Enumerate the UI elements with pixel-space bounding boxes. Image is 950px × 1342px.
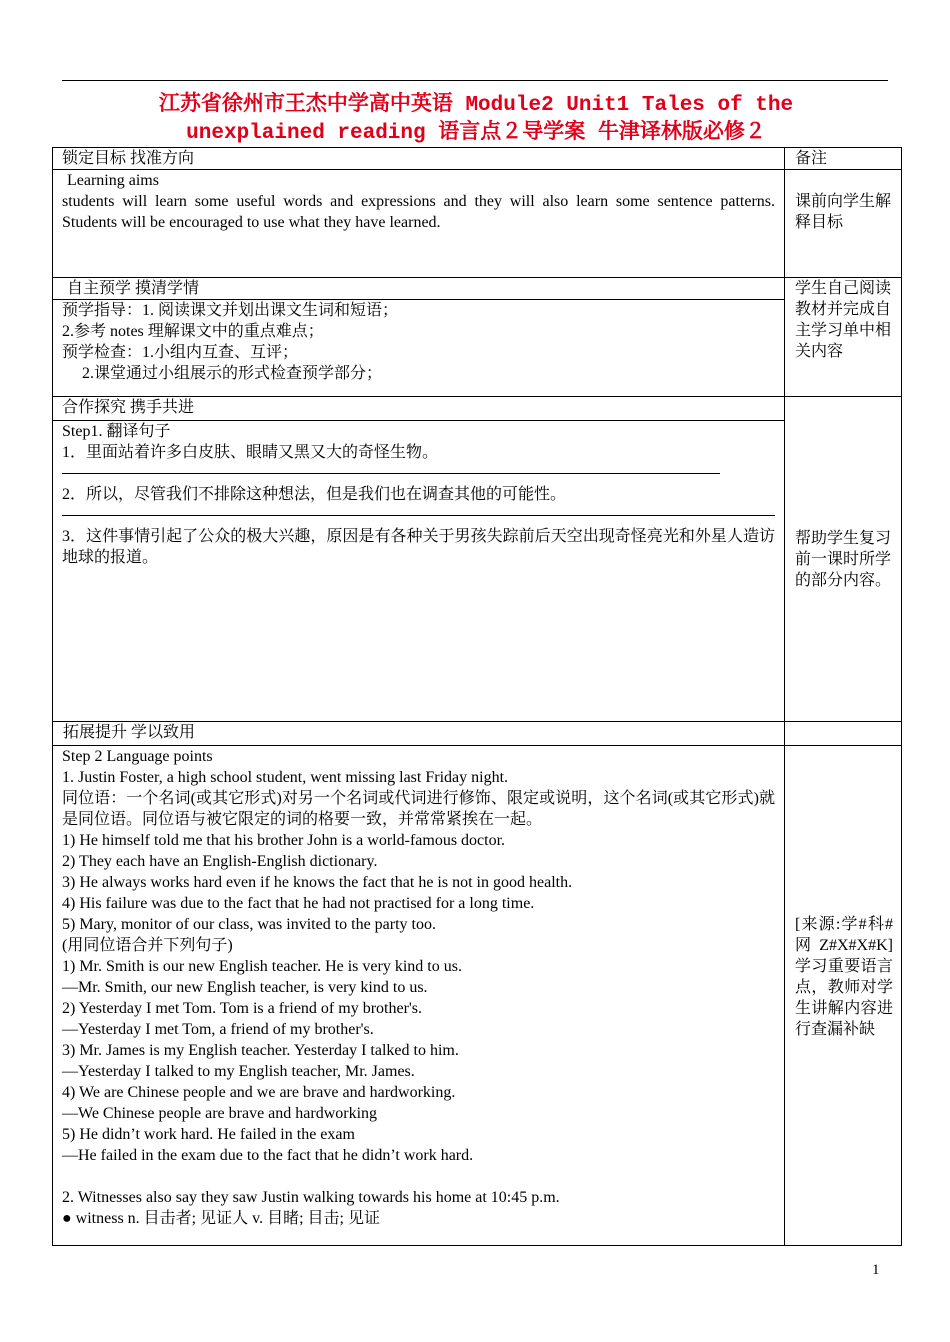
section3-note: 帮助学生复习前一课时所学的部分内容。 [785, 397, 902, 722]
section1-note-text: 课前向学生解释目标 [795, 193, 892, 231]
language-points-cell [53, 746, 785, 1246]
exercise-answer: —Mr. Smith, our new English teacher, is very kind to us. [62, 979, 428, 996]
section1-header-row [53, 148, 902, 170]
pre-study-line-4: 2.课堂通过小组展示的形式检查预学部分； [82, 365, 383, 382]
translation-item-3: 3．这件事情引起了公众的极大兴趣，原因是有各种关于男孩失踪前后天空出现奇怪亮光和外星人造访地球的报道。 [62, 528, 775, 566]
exercise-line: 4) We are Chinese people and we are brave and hardworking. [62, 1084, 456, 1101]
header-rule [62, 80, 888, 81]
section1-note [785, 170, 902, 278]
answer-line-1[interactable] [62, 463, 720, 474]
example-line: 2) They each have an English-English dictionary. [62, 853, 378, 870]
translation-item-2: 2．所以，尽管我们不排除这种想法，但是我们也在调查其他的可能性。 [62, 486, 567, 503]
learning-aims-label: Learning aims [67, 172, 159, 189]
example-line: 3) He always works hard even if he knows the fact that he is not in good health. [62, 874, 573, 891]
translation-cell [53, 421, 785, 722]
exercise-answer: —We Chinese people are brave and hardworking [62, 1105, 378, 1122]
translation-item-1: 1．里面站着许多白皮肤、眼睛又黑又大的奇怪生物。 [62, 444, 439, 461]
section2-header-row [53, 278, 902, 300]
exercise-instruction: (用同位语合并下列句子) [62, 937, 233, 954]
exercise-answer: —He failed in the exam due to the fact that he didn’t work hard. [62, 1147, 474, 1164]
title-line-2: unexplained reading 语言点２导学案 牛津译林版必修２ [186, 122, 766, 145]
page-number: 1 [872, 1262, 880, 1278]
exercise-line: 1) Mr. Smith is our new English teacher. He is very kind to us. [62, 958, 462, 975]
exercise-answer: —Yesterday I met Tom, a friend of my brother's. [62, 1021, 374, 1038]
example-line: 5) Mary, monitor of our class, was invited to the party too. [62, 916, 436, 933]
lesson-plan-table [52, 147, 902, 1246]
learning-aims-cell [53, 170, 785, 278]
section3-heading: 合作探究 携手共进 [53, 397, 785, 421]
section4-header-row [53, 722, 902, 746]
title-line-1: 江苏省徐州市王杰中学高中英语 Module2 Unit1 Tales of the [158, 94, 794, 117]
example-line: 1) He himself told me that his brother John is a world-famous doctor. [62, 832, 506, 849]
point-2-sentence: 2. Witnesses also say they saw Justin walking towards his home at 10:45 p.m. [62, 1189, 560, 1206]
answer-line-2[interactable] [62, 505, 775, 516]
witness-vocabulary: ● witness n. 目击者; 见证人 v. 目睹; 目击; 见证 [62, 1210, 380, 1227]
exercise-line: 3) Mr. James is my English teacher. Yesterday I talked to him. [62, 1042, 459, 1059]
appositive-definition: 同位语：一个名词(或其它形式)对另一个名词或代词进行修饰、限定或说明，这个名词(或其它形式)就是同位语。同位语与被它限定的词的格要一致，并常常紧挨在一起。 [62, 790, 775, 828]
exercise-answer: —Yesterday I talked to my English teacher, Mr. James. [62, 1063, 415, 1080]
pre-study-line-3: 预学检查：1.小组内互查、互评； [62, 344, 299, 361]
section4-heading: 拓展提升 学以致用 [53, 722, 785, 746]
section2-heading: 自主预学 摸清学情 [53, 278, 785, 300]
pre-study-cell [53, 300, 785, 397]
step1-label: Step1. 翻译句子 [62, 423, 171, 440]
section2-content-row [53, 300, 902, 397]
section3-header-row [53, 397, 902, 421]
section4-note-text: [来源:学#科#网Z#X#X#K]学习重要语言点，教师对学生讲解内容进行查漏补缺 [795, 916, 893, 1038]
step2-label: Step 2 Language points [62, 748, 213, 765]
pre-study-line-2: 2.参考 notes 理解课文中的重点难点； [62, 323, 324, 340]
exercise-line: 5) He didn’t work hard. He failed in the exam [62, 1126, 355, 1143]
note-column-heading: 备注 [785, 148, 902, 170]
section1-content-row [53, 170, 902, 278]
exercise-line: 2) Yesterday I met Tom. Tom is a friend of my brother's. [62, 1000, 422, 1017]
section3-content-row [53, 421, 902, 722]
section4-content-row [53, 746, 902, 1246]
section1-heading: 锁定目标 找准方向 [53, 148, 785, 170]
section4-note [785, 746, 902, 1246]
point-1-sentence: 1. Justin Foster, a high school student, went missing last Friday night. [62, 769, 509, 786]
document-title [52, 92, 900, 148]
example-line: 4) His failure was due to the fact that he had not practised for a long time. [62, 895, 535, 912]
section2-note: 学生自己阅读教材并完成自主学习单中相关内容 [785, 278, 902, 397]
pre-study-line-1: 预学指导：1. 阅读课文并划出课文生词和短语； [62, 302, 399, 319]
learning-aims-text: students will learn some useful words and expressions and they will also learn some sentence patterns. Students will be encouraged to use what they have learned. [62, 193, 775, 231]
section4-note-header [785, 722, 902, 746]
